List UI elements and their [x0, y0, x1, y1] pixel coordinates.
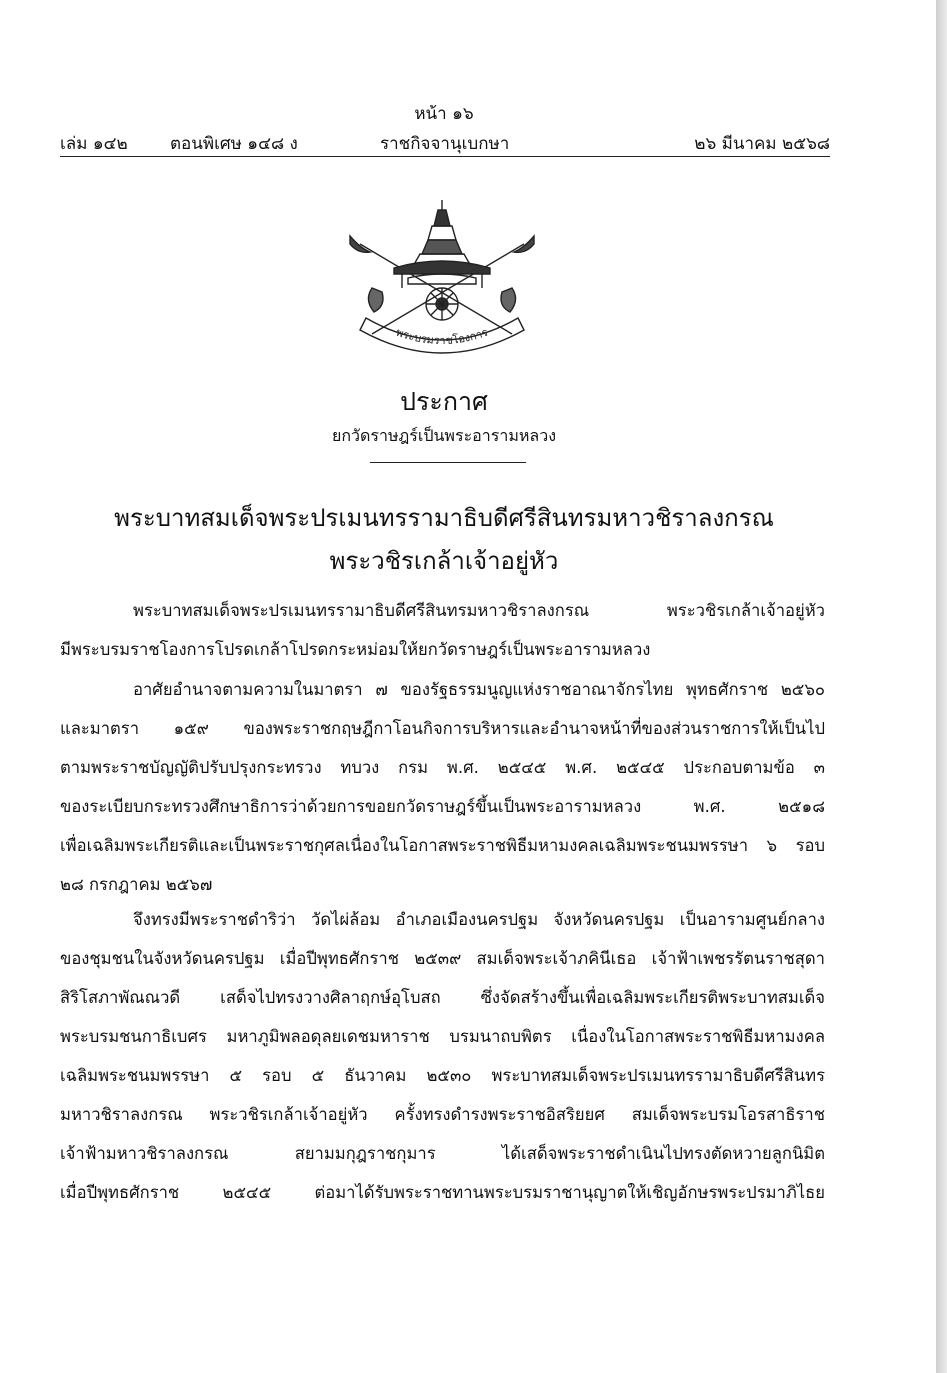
- page-edge-shadow: [936, 0, 947, 1373]
- king-name-line-1: พระบาทสมเด็จพระปรเมนทรรามาธิบดีศรีสินทรมหาวชิราลงกรณ: [114, 504, 774, 532]
- title-divider: [370, 462, 526, 463]
- announcement-subtitle: ยกวัดราษฎร์เป็นพระอารามหลวง: [331, 426, 557, 445]
- body-line: ของชุมชนในจังหวัดนครปฐม เมื่อปีพุทธศักราช ๒๕๓๙ สมเด็จพระเจ้าภคินีเธอ เจ้าฟ้าเพชรรัตนราชสุดา: [60, 949, 825, 968]
- body-line: มีพระบรมราชโองการโปรดเกล้าโปรดกระหม่อมให้ยกวัดราษฎร์เป็นพระอารามหลวง: [60, 640, 651, 659]
- gazette-name: ราชกิจจานุเบกษา: [380, 134, 510, 154]
- royal-emblem-icon: [342, 196, 542, 356]
- publication-date: ๒๖ มีนาคม ๒๕๖๘: [694, 134, 830, 154]
- section-number: ตอนพิเศษ ๑๔๘ ง: [170, 134, 298, 154]
- body-line: เฉลิมพระชนมพรรษา ๕ รอบ ๕ ธันวาคม ๒๕๓๐ พระบาทสมเด็จพระปรเมนทรรามาธิบดีศรีสินทร: [60, 1066, 825, 1085]
- announcement-title: ประกาศ: [400, 387, 488, 416]
- volume-number: เล่ม ๑๔๒: [60, 134, 128, 154]
- svg-text:พระบรมราชโองการ: [394, 326, 489, 347]
- body-line: สิริโสภาพัณณวดี เสด็จไปทรงวางศิลาฤกษ์อุโบสถ ซึ่งจัดสร้างขึ้นเพื่อเฉลิมพระเกียรติพระบาทสมเด็จ: [60, 988, 825, 1007]
- body-line: เมื่อปีพุทธศักราช ๒๕๔๕ ต่อมาได้รับพระราชทานพระบรมราชานุญาตให้เชิญอักษรพระปรมาภิไธย: [60, 1183, 825, 1202]
- body-line: เพื่อเฉลิมพระเกียรติและเป็นพระราชกุศลเนื่องในโอกาสพระราชพิธีมหามงคลเฉลิมพระชนมพรรษา ๖ รอบ: [60, 836, 825, 855]
- king-name-line-2: พระวชิรเกล้าเจ้าอยู่หัว: [329, 547, 559, 575]
- page-number: หน้า ๑๖: [414, 104, 474, 124]
- body-line: ของระเบียบกระทรวงศึกษาธิการว่าด้วยการขอยกวัดราษฎร์ขึ้นเป็นพระอารามหลวง พ.ศ. ๒๕๑๘: [60, 797, 825, 816]
- body-line: ๒๘ กรกฎาคม ๒๕๖๗: [60, 875, 213, 894]
- body-line: พระบาทสมเด็จพระปรเมนทรรามาธิบดีศรีสินทรมหาวชิราลงกรณ พระวชิรเกล้าเจ้าอยู่หัว: [133, 601, 825, 620]
- body-line: มหาวชิราลงกรณ พระวชิรเกล้าเจ้าอยู่หัว ครั้งทรงดำรงพระราชอิสริยยศ สมเด็จพระบรมโอรสาธิราช: [60, 1105, 825, 1124]
- body-line: พระบรมชนกาธิเบศร มหาภูมิพลอดุลยเดชมหาราช บรมนาถบพิตร เนื่องในโอกาสพระราชพิธีมหามงคล: [60, 1027, 825, 1046]
- emblem-banner-text: พระบรมราชโองการ: [394, 325, 490, 348]
- body-line: จึงทรงมีพระราชดำริว่า วัดไผ่ล้อม อำเภอเมืองนครปฐม จังหวัดนครปฐม เป็นอารามศูนย์กลาง: [133, 910, 825, 929]
- body-line: ตามพระราชบัญญัติปรับปรุงกระทรวง ทบวง กรม พ.ศ. ๒๕๔๕ พ.ศ. ๒๕๔๕ ประกอบตามข้อ ๓: [60, 758, 825, 777]
- body-line: และมาตรา ๑๕๙ ของพระราชกฤษฎีกาโอนกิจการบริหารและอำนาจหน้าที่ของส่วนราชการให้เป็นไป: [60, 719, 825, 738]
- body-line: อาศัยอำนาจตามความในมาตรา ๗ ของรัฐธรรมนูญแห่งราชอาณาจักรไทย พุทธศักราช ๒๕๖๐: [133, 680, 825, 699]
- body-line: เจ้าฟ้ามหาวชิราลงกรณ สยามมกุฎราชกุมาร ได้เสด็จพระราชดำเนินไปทรงตัดหวายลูกนิมิต: [60, 1144, 825, 1163]
- gazette-header: [60, 130, 830, 157]
